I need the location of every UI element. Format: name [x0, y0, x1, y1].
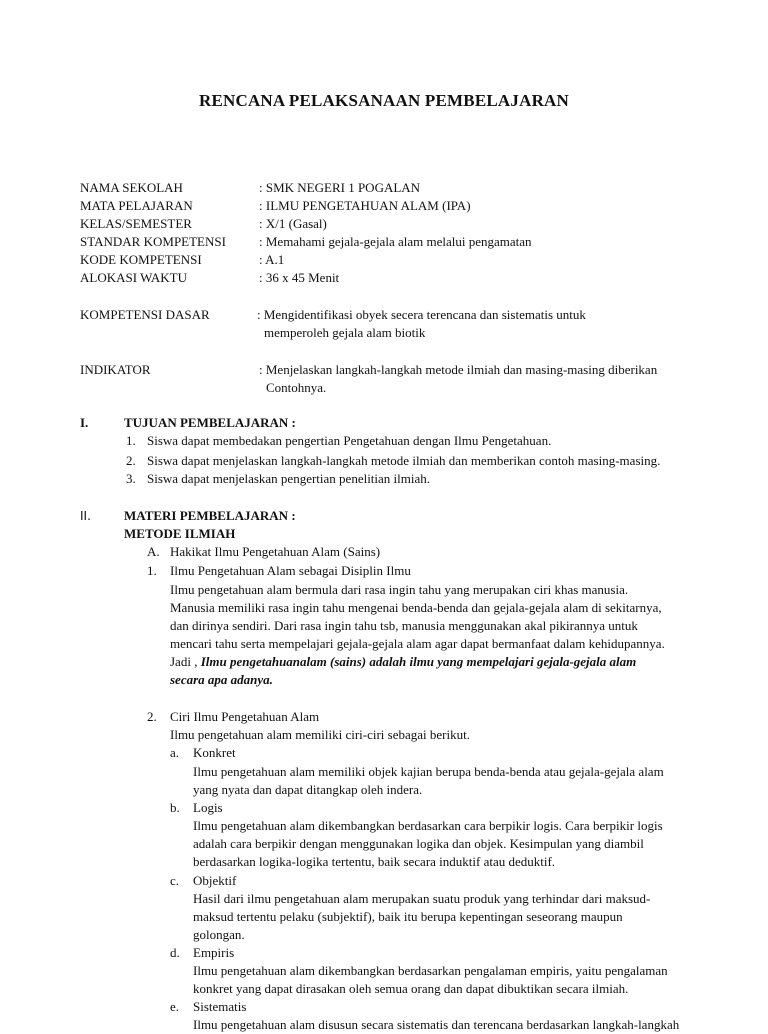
label-kelas-semester: KELAS/SEMESTER — [80, 216, 192, 231]
section-2-subheading: METODE ILMIAH — [124, 526, 236, 541]
trait-d-line-2: konkret yang dapat dirasakan oleh semua orang dan dapat dibuktikan secara ilmiah. — [193, 981, 629, 996]
label-indikator: INDIKATOR — [80, 362, 151, 377]
value-kode-kompetensi: : A.1 — [259, 252, 285, 267]
material-1-para-line-2: Manusia memiliki rasa ingin tahu mengenai benda-benda dan gejala-gejala alam di sekitarnya, — [170, 600, 662, 615]
section-2-number: II. — [80, 509, 91, 523]
trait-b-line-2: adalah cara berpikir dengan menggunakan logika dan objek. Kesimpulan yang diambil — [193, 836, 644, 851]
trait-e-title: Sistematis — [193, 999, 247, 1014]
objective-2-text: Siswa dapat menjelaskan langkah-langkah metode ilmiah dan memberikan contoh masing-masing. — [147, 453, 661, 468]
indikator-line-1: : Menjelaskan langkah-langkah metode ilmiah dan masing-masing diberikan — [259, 362, 658, 377]
part-a-letter: A. — [147, 544, 160, 559]
objective-3-number: 3. — [126, 471, 136, 486]
trait-a-line-1: Ilmu pengetahuan alam memiliki objek kajian berupa benda-benda atau gejala-gejala alam — [193, 764, 664, 779]
trait-c-line-1: Hasil dari ilmu pengetahuan alam merupakan suatu produk yang terhindar dari maksud- — [193, 891, 651, 906]
section-1-number: I. — [80, 415, 89, 430]
trait-b-title: Logis — [193, 800, 223, 815]
value-alokasi-waktu: : 36 x 45 Menit — [259, 270, 340, 285]
material-2-number: 2. — [147, 709, 157, 724]
indikator-line-2: Contohnya. — [266, 380, 327, 395]
value-kelas-semester: : X/1 (Gasal) — [259, 216, 327, 231]
trait-e-letter: e. — [170, 999, 180, 1014]
section-2-heading: MATERI PEMBELAJARAN : — [124, 508, 296, 523]
material-1-para-line-4: mencari tahu serta mempelajari gejala-gejala alam agar dapat bermanfaat dalam kehidupannya. — [170, 636, 665, 651]
label-standar-kompetensi: STANDAR KOMPETENSI — [80, 234, 226, 249]
trait-b-line-1: Ilmu pengetahuan alam dikembangkan berdasarkan cara berpikir logis. Cara berpikir logis — [193, 818, 663, 833]
material-1-para-line-1: Ilmu pengetahuan alam bermula dari rasa ingin tahu yang merupakan ciri khas manusia. — [170, 582, 629, 597]
conclusion-emphasis-line-2: secara apa adanya. — [170, 672, 273, 687]
trait-e-line-1: Ilmu pengetahuan alam disusun secara sistematis dan terencana berdasarkan langkah-langkah — [193, 1017, 680, 1032]
part-a-title: Hakikat Ilmu Pengetahuan Alam (Sains) — [170, 544, 381, 559]
material-2-intro: Ilmu pengetahuan alam memiliki ciri-ciri sebagai berikut. — [170, 727, 470, 742]
objective-2-number: 2. — [126, 453, 136, 468]
trait-c-line-3: golongan. — [193, 927, 245, 942]
trait-c-title: Objektif — [193, 873, 237, 888]
trait-b-letter: b. — [170, 800, 180, 815]
material-1-title: Ilmu Pengetahuan Alam sebagai Disiplin Ilmu — [170, 563, 411, 578]
value-mata-pelajaran: : ILMU PENGETAHUAN ALAM (IPA) — [259, 198, 471, 213]
trait-a-title: Konkret — [193, 745, 236, 760]
trait-d-letter: d. — [170, 945, 180, 960]
trait-d-line-1: Ilmu pengetahuan alam dikembangkan berdasarkan pengalaman empiris, yaitu pengalaman — [193, 963, 668, 978]
objective-3-text: Siswa dapat menjelaskan pengertian penelitian ilmiah. — [147, 471, 431, 486]
value-standar-kompetensi: : Memahami gejala-gejala alam melalui pengamatan — [259, 234, 532, 249]
objective-1-number: 1. — [126, 433, 136, 448]
kompetensi-dasar-line-1: : Mengidentifikasi obyek secera terencana dan sistematis untuk — [257, 307, 586, 322]
label-alokasi-waktu: ALOKASI WAKTU — [80, 270, 188, 285]
objective-1-text: Siswa dapat membedakan pengertian Pengetahuan dengan Ilmu Pengetahuan. — [147, 433, 552, 448]
trait-a-line-2: yang nyata dan dapat ditangkap oleh indera. — [193, 782, 423, 797]
value-nama-sekolah: : SMK NEGERI 1 POGALAN — [259, 180, 421, 195]
label-kompetensi-dasar: KOMPETENSI DASAR — [80, 307, 210, 322]
conclusion-prefix: Jadi , — [170, 654, 198, 669]
section-1-heading: TUJUAN PEMBELAJARAN : — [124, 415, 296, 430]
trait-a-letter: a. — [170, 745, 180, 760]
document-title: RENCANA PELAKSANAAN PEMBELAJARAN — [198, 91, 570, 110]
conclusion-emphasis: Ilmu pengetahuanalam (sains) adalah ilmu yang mempelajari gejala-gejala alam — [200, 654, 637, 669]
material-1-para-line-3: dan dirinya sendiri. Dari rasa ingin tahu tsb, manusia menggunakan akal pikirannya untuk — [170, 618, 638, 633]
label-mata-pelajaran: MATA PELAJARAN — [80, 198, 193, 213]
material-2-title: Ciri Ilmu Pengetahuan Alam — [170, 709, 320, 724]
label-kode-kompetensi: KODE KOMPETENSI — [80, 252, 202, 267]
kompetensi-dasar-line-2: memperoleh gejala alam biotik — [264, 325, 426, 340]
trait-c-letter: c. — [170, 873, 180, 888]
material-1-conclusion — [170, 653, 636, 671]
material-1-number: 1. — [147, 563, 157, 578]
trait-d-title: Empiris — [193, 945, 235, 960]
trait-c-line-2: maksud tertentu pelaku (subjektif), baik itu berupa kepentingan seseorang maupun — [193, 909, 623, 924]
trait-b-line-3: berdasarkan logika-logika tertentu, baik secara induktif atau deduktif. — [193, 854, 556, 869]
label-nama-sekolah: NAMA SEKOLAH — [80, 180, 183, 195]
